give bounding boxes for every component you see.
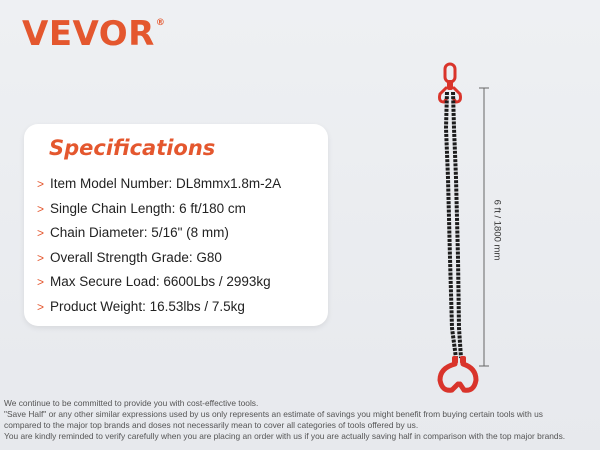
master-link-icon bbox=[445, 64, 455, 90]
spec-item-text: Max Secure Load: 6600Lbs / 2993kg bbox=[50, 274, 271, 289]
spec-item-text: Product Weight: 16.53lbs / 7.5kg bbox=[50, 298, 245, 314]
chevron-right-icon: > bbox=[37, 275, 45, 289]
chain-sling-image bbox=[430, 58, 520, 398]
chevron-right-icon: > bbox=[37, 226, 45, 240]
chain-legs-icon bbox=[446, 92, 461, 358]
brand-name: VEVOR bbox=[22, 14, 155, 54]
specifications-title: Specifications bbox=[49, 136, 216, 160]
spec-list bbox=[37, 172, 281, 319]
spec-item-text: Overall Strength Grade: G80 bbox=[50, 249, 222, 265]
dimension-line-icon bbox=[479, 88, 489, 366]
chevron-right-icon: > bbox=[37, 201, 45, 216]
specifications-card bbox=[24, 124, 328, 326]
top-hooks-icon bbox=[440, 88, 461, 102]
bottom-hooks-icon bbox=[440, 356, 476, 390]
brand-logo bbox=[22, 14, 165, 54]
chevron-right-icon: > bbox=[37, 250, 45, 265]
spec-item bbox=[37, 295, 281, 320]
chevron-right-icon: > bbox=[37, 177, 45, 191]
spec-item bbox=[37, 172, 281, 197]
dimension-label: 6 ft / 1800 mm bbox=[491, 199, 503, 261]
spec-item bbox=[37, 246, 281, 271]
chevron-right-icon: > bbox=[37, 299, 45, 314]
spec-item-text: Single Chain Length: 6 ft/180 cm bbox=[50, 200, 246, 216]
spec-item bbox=[37, 197, 281, 222]
disclaimer-line: "Save Half" or any other similar expressions used by us only represents an estimate of savings you might benefit from buying certain tools with us bbox=[4, 409, 543, 419]
spec-item-text: Chain Diameter: 5/16" (8 mm) bbox=[50, 225, 229, 240]
spec-item bbox=[37, 221, 281, 246]
disclaimer-line: compared to the major top brands and doses not necessarily mean to cover all categories of tools offered by us. bbox=[4, 420, 419, 430]
disclaimer bbox=[4, 398, 598, 442]
spec-item-text: Item Model Number: DL8mmx1.8m-2A bbox=[50, 176, 282, 191]
disclaimer-line: You are kindly reminded to verify carefully when you are placing an order with us if you are actually saving half in comparison with the top major brands. bbox=[4, 431, 566, 441]
disclaimer-line: We continue to be committed to provide you with cost-effective tools. bbox=[4, 398, 259, 408]
spec-item bbox=[37, 270, 281, 295]
registered-mark: ® bbox=[155, 18, 166, 28]
